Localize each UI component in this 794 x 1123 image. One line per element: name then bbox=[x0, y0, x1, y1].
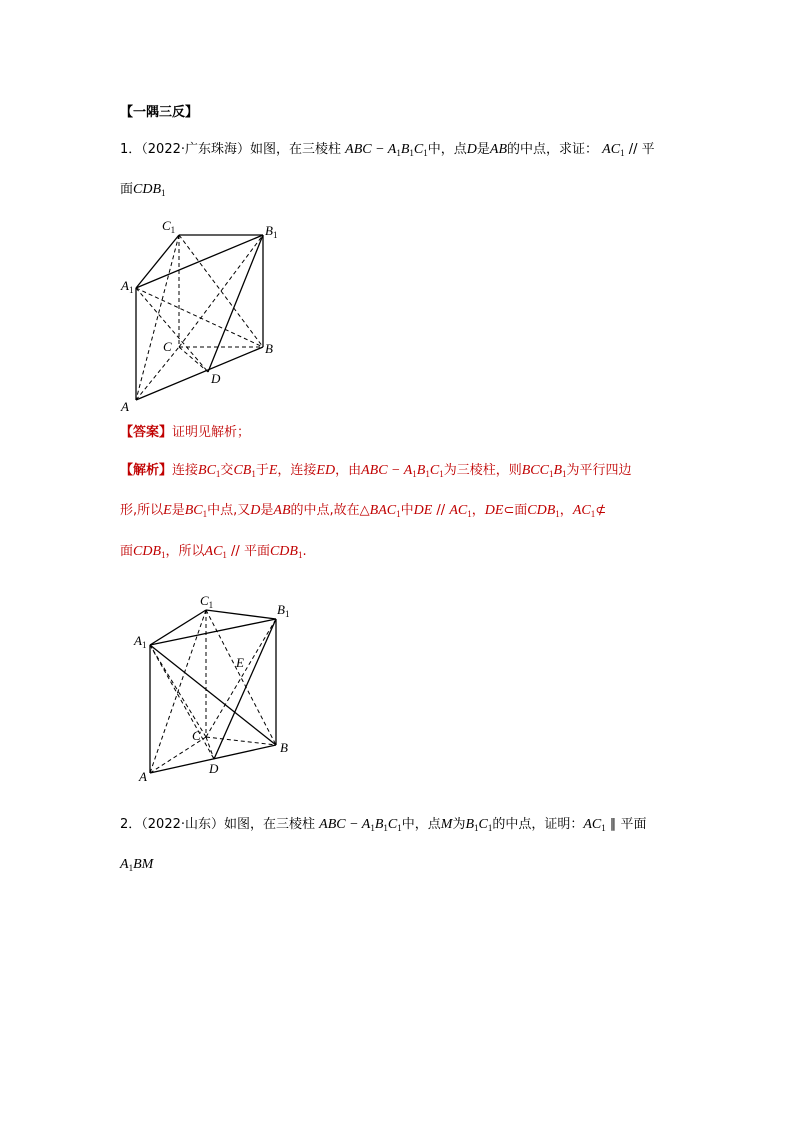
text: ， bbox=[559, 503, 573, 518]
label-a1: $A_1$ bbox=[121, 278, 134, 295]
text: ∥ 平面 bbox=[605, 817, 647, 832]
text: ，由 bbox=[335, 463, 362, 478]
math-ab: AB bbox=[489, 142, 508, 157]
text: 面 bbox=[120, 544, 134, 559]
text: ，所以 bbox=[165, 544, 205, 559]
text: 的中点,故在△ bbox=[290, 503, 370, 518]
analysis-label: 【解析】 bbox=[120, 463, 173, 478]
problem-number: 1． bbox=[120, 142, 142, 157]
problem-2-line-2 bbox=[120, 856, 153, 877]
text: 是 bbox=[260, 503, 274, 518]
math-de: DE bbox=[484, 503, 504, 518]
math-bac1: $BAC_1$ bbox=[369, 503, 401, 519]
text: // bbox=[432, 503, 450, 518]
text: 中，点 bbox=[401, 817, 441, 832]
label-c1: $C_1$ bbox=[200, 593, 214, 610]
text: // 平面 bbox=[226, 544, 270, 559]
math-m: M bbox=[440, 817, 453, 832]
edge bbox=[206, 610, 276, 619]
edge-dashed bbox=[206, 619, 276, 737]
label-d: D bbox=[209, 761, 219, 776]
text: 中，点 bbox=[427, 142, 467, 157]
problem-2-line-1 bbox=[120, 816, 647, 837]
label-b: B bbox=[265, 341, 273, 356]
text: 为平行四边 bbox=[566, 463, 632, 478]
math-ab: AB bbox=[273, 503, 291, 518]
problem-number: 2． bbox=[120, 817, 142, 832]
text: 是 bbox=[476, 142, 490, 157]
text: 中 bbox=[400, 503, 414, 518]
text: 如图，在三棱柱 bbox=[224, 817, 316, 832]
label-c: C bbox=[192, 728, 201, 743]
text: 于 bbox=[255, 463, 269, 478]
answer-label: 【答案】 bbox=[120, 425, 173, 440]
label-d: D bbox=[211, 371, 221, 386]
edge-dashed bbox=[206, 737, 214, 759]
label-b1: $B_1$ bbox=[277, 602, 290, 619]
text: 如图，在三棱柱 bbox=[250, 142, 342, 157]
text: 形,所以 bbox=[120, 503, 164, 518]
label-c: C bbox=[163, 339, 172, 354]
math-b1c1: $B_1C_1$ bbox=[465, 817, 493, 833]
text: 连接 bbox=[172, 463, 199, 478]
math-d: D bbox=[250, 503, 261, 518]
text: 为三棱柱，则 bbox=[443, 463, 522, 478]
text: 中点,又 bbox=[207, 503, 251, 518]
math-plane-a1bm: $A_1BM$ bbox=[120, 857, 154, 873]
math-ac1: $AC_1$ bbox=[449, 503, 472, 519]
math-ac1: $AC_1$ bbox=[204, 544, 227, 560]
math-e: E bbox=[163, 503, 172, 518]
label-c1: $C_1$ bbox=[162, 218, 176, 235]
edge-dashed bbox=[150, 645, 214, 759]
text: . bbox=[302, 544, 307, 559]
text: 交 bbox=[220, 463, 234, 478]
text: ， bbox=[471, 503, 485, 518]
label-b: B bbox=[280, 740, 288, 755]
label-b1: $B_1$ bbox=[265, 223, 278, 240]
text: ，连接 bbox=[277, 463, 317, 478]
edge-dashed bbox=[206, 610, 276, 745]
label-e: E bbox=[236, 655, 244, 670]
math-de: DE bbox=[413, 503, 433, 518]
math-prism: ABC − $A_1B_1C_1$ bbox=[319, 817, 402, 833]
math-cb1: $CB_1$ bbox=[233, 463, 256, 479]
math-plane: $CDB_1$ bbox=[133, 182, 166, 198]
math-e: E bbox=[268, 463, 278, 478]
math-prism: ABC − $A_1B_1C_1$ bbox=[345, 142, 428, 158]
math-plane: $CDB_1$ bbox=[527, 503, 560, 519]
edge-dashed bbox=[206, 737, 276, 745]
math-bcc1b1: $BCC_1B_1$ bbox=[521, 463, 567, 479]
edge-dashed bbox=[150, 610, 206, 773]
math-ac1: $AC_1$ bbox=[583, 817, 606, 833]
text: // 平 bbox=[624, 142, 655, 157]
label-a: A bbox=[121, 399, 129, 414]
answer-text: 证明见解析； bbox=[172, 425, 251, 440]
problem-source: （2022·山东） bbox=[141, 817, 224, 832]
math-ac1: $AC_1$ bbox=[602, 142, 625, 158]
label-a: A bbox=[139, 769, 147, 784]
text: 面 bbox=[120, 182, 134, 197]
math-plane: $CDB_1$ bbox=[133, 544, 166, 560]
math-d: D bbox=[466, 142, 477, 157]
math-bc1: $BC_1$ bbox=[198, 463, 221, 479]
math-bc1: $BC_1$ bbox=[184, 503, 208, 519]
math-ac1: $AC_1$ bbox=[572, 503, 596, 519]
math-prism: ABC − $A_1B_1C_1$ bbox=[361, 463, 444, 479]
text: 是 bbox=[171, 503, 185, 518]
text: ⊂面 bbox=[503, 503, 528, 518]
math-plane: $CDB_1$ bbox=[269, 544, 303, 560]
text: ⊄ bbox=[595, 503, 607, 518]
text: 的中点，证明： bbox=[492, 817, 584, 832]
label-a1: $A_1$ bbox=[134, 633, 147, 650]
math-ed: ED bbox=[316, 463, 336, 478]
text: 为 bbox=[452, 817, 466, 832]
edge bbox=[150, 645, 276, 745]
problem-source: （2022·广东珠海） bbox=[141, 142, 250, 157]
section-title: 【一隅三反】 bbox=[120, 105, 199, 120]
text: 的中点，求证： bbox=[507, 142, 599, 157]
